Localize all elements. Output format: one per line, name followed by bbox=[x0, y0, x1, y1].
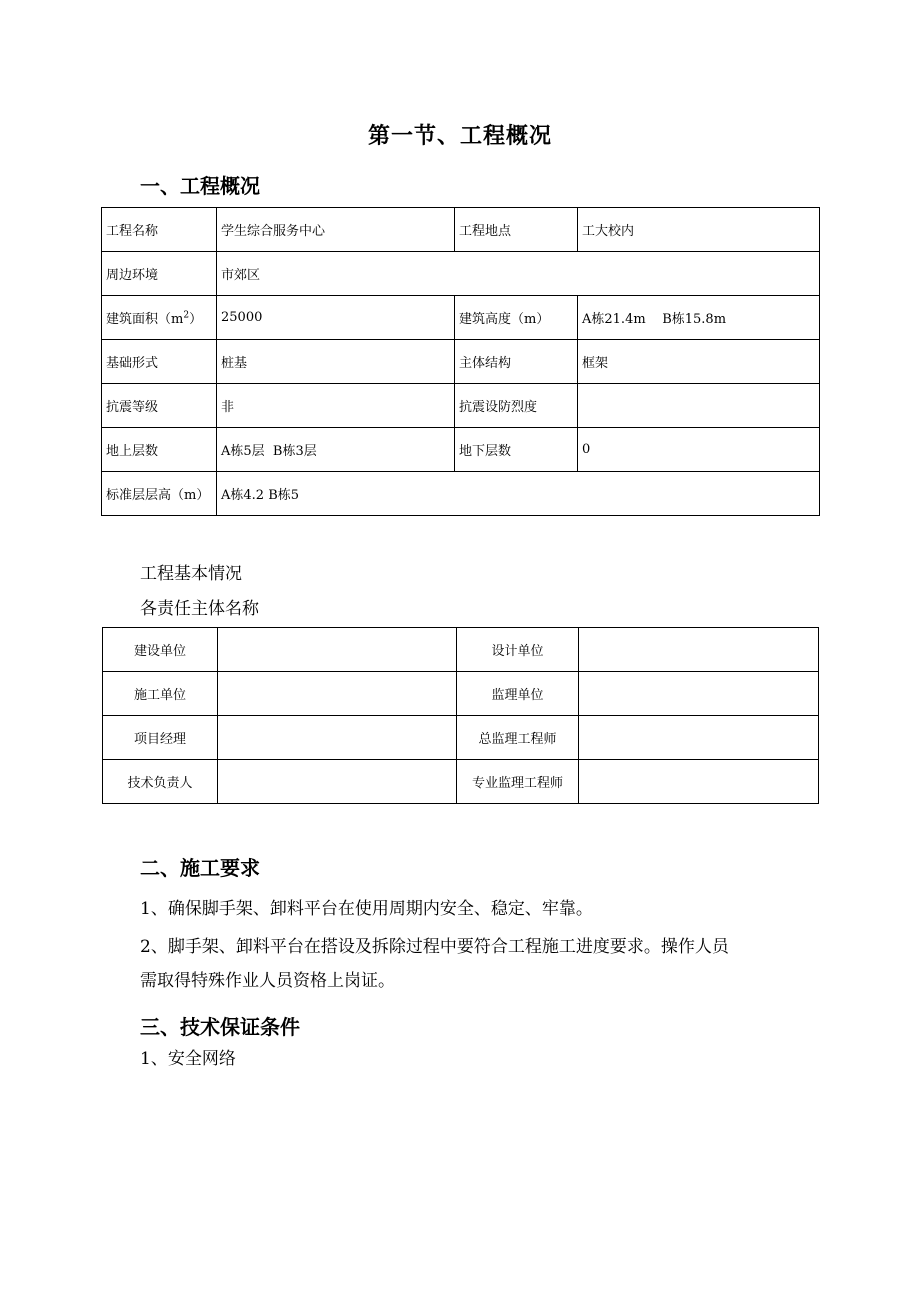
table-cell: 建筑高度（m） bbox=[455, 296, 578, 340]
area-superscript: 2 bbox=[183, 310, 190, 321]
table-cell bbox=[579, 672, 819, 716]
table-cell: 市郊区 bbox=[217, 252, 820, 296]
requirement-item-1: 1、确保脚手架、卸料平台在使用周期内安全、稳定、牢靠。 bbox=[140, 899, 593, 919]
table-row bbox=[102, 296, 820, 340]
area-label-close: ） bbox=[189, 312, 203, 327]
table-cell: 设计单位 bbox=[457, 628, 579, 672]
area-label: 建筑面积（m bbox=[106, 312, 184, 327]
table-cell: 抗震等级 bbox=[102, 384, 217, 428]
table-cell: 0 bbox=[578, 428, 820, 472]
table-row bbox=[102, 340, 820, 384]
table-cell bbox=[102, 296, 217, 340]
table-cell: 专业监理工程师 bbox=[457, 760, 579, 804]
table-row bbox=[103, 760, 819, 804]
table-row bbox=[102, 252, 820, 296]
table-cell: 框架 bbox=[578, 340, 820, 384]
table-cell: 基础形式 bbox=[102, 340, 217, 384]
technical-item-1: 1、安全网络 bbox=[140, 1049, 236, 1069]
section-heading-requirements: 二、施工要求 bbox=[140, 856, 260, 880]
table-row bbox=[102, 384, 820, 428]
table-cell: 工大校内 bbox=[578, 208, 820, 252]
table-cell: 施工单位 bbox=[103, 672, 218, 716]
table-cell: 地下层数 bbox=[455, 428, 578, 472]
table-cell: 总监理工程师 bbox=[457, 716, 579, 760]
table-cell bbox=[579, 760, 819, 804]
table-cell: 地上层数 bbox=[102, 428, 217, 472]
table-cell bbox=[579, 628, 819, 672]
basic-info-label: 工程基本情况 bbox=[140, 564, 242, 584]
table-cell: 桩基 bbox=[217, 340, 455, 384]
requirement-item-2-line-2: 需取得特殊作业人员资格上岗证。 bbox=[140, 971, 395, 991]
table-row bbox=[103, 672, 819, 716]
table-row bbox=[102, 472, 820, 516]
table-cell: 周边环境 bbox=[102, 252, 217, 296]
table-row bbox=[103, 628, 819, 672]
page-title: 第一节、工程概况 bbox=[367, 124, 552, 149]
table-cell: 工程地点 bbox=[455, 208, 578, 252]
table-cell: 主体结构 bbox=[455, 340, 578, 384]
table-cell: 项目经理 bbox=[103, 716, 218, 760]
table-cell: 25000 bbox=[217, 296, 455, 340]
table-cell bbox=[579, 716, 819, 760]
table-row bbox=[102, 428, 820, 472]
section-heading-overview: 一、工程概况 bbox=[140, 174, 260, 198]
table-row bbox=[102, 208, 820, 252]
table-cell: 技术负责人 bbox=[103, 760, 218, 804]
project-overview-table bbox=[101, 207, 820, 516]
table-cell: A栋5层 B栋3层 bbox=[217, 428, 455, 472]
table-cell bbox=[218, 716, 457, 760]
requirement-item-2-line-1: 2、脚手架、卸料平台在搭设及拆除过程中要符合工程施工进度要求。操作人员 bbox=[140, 937, 729, 957]
table-cell bbox=[218, 760, 457, 804]
table-cell: 监理单位 bbox=[457, 672, 579, 716]
table-cell: 工程名称 bbox=[102, 208, 217, 252]
table-cell: 学生综合服务中心 bbox=[217, 208, 455, 252]
table-cell: 标准层层高（m） bbox=[102, 472, 217, 516]
table-cell: A栋4.2 B栋5 bbox=[217, 472, 820, 516]
table-cell: 非 bbox=[217, 384, 455, 428]
parties-heading: 各责任主体名称 bbox=[140, 599, 259, 619]
table-cell: 建设单位 bbox=[103, 628, 218, 672]
responsible-parties-table bbox=[102, 627, 819, 804]
table-cell: 抗震设防烈度 bbox=[455, 384, 578, 428]
table-cell: A栋21.4m B栋15.8m bbox=[578, 296, 820, 340]
table-cell bbox=[218, 628, 457, 672]
section-heading-technical: 三、技术保证条件 bbox=[140, 1015, 300, 1039]
table-row bbox=[103, 716, 819, 760]
table-cell bbox=[578, 384, 820, 428]
table-cell bbox=[218, 672, 457, 716]
